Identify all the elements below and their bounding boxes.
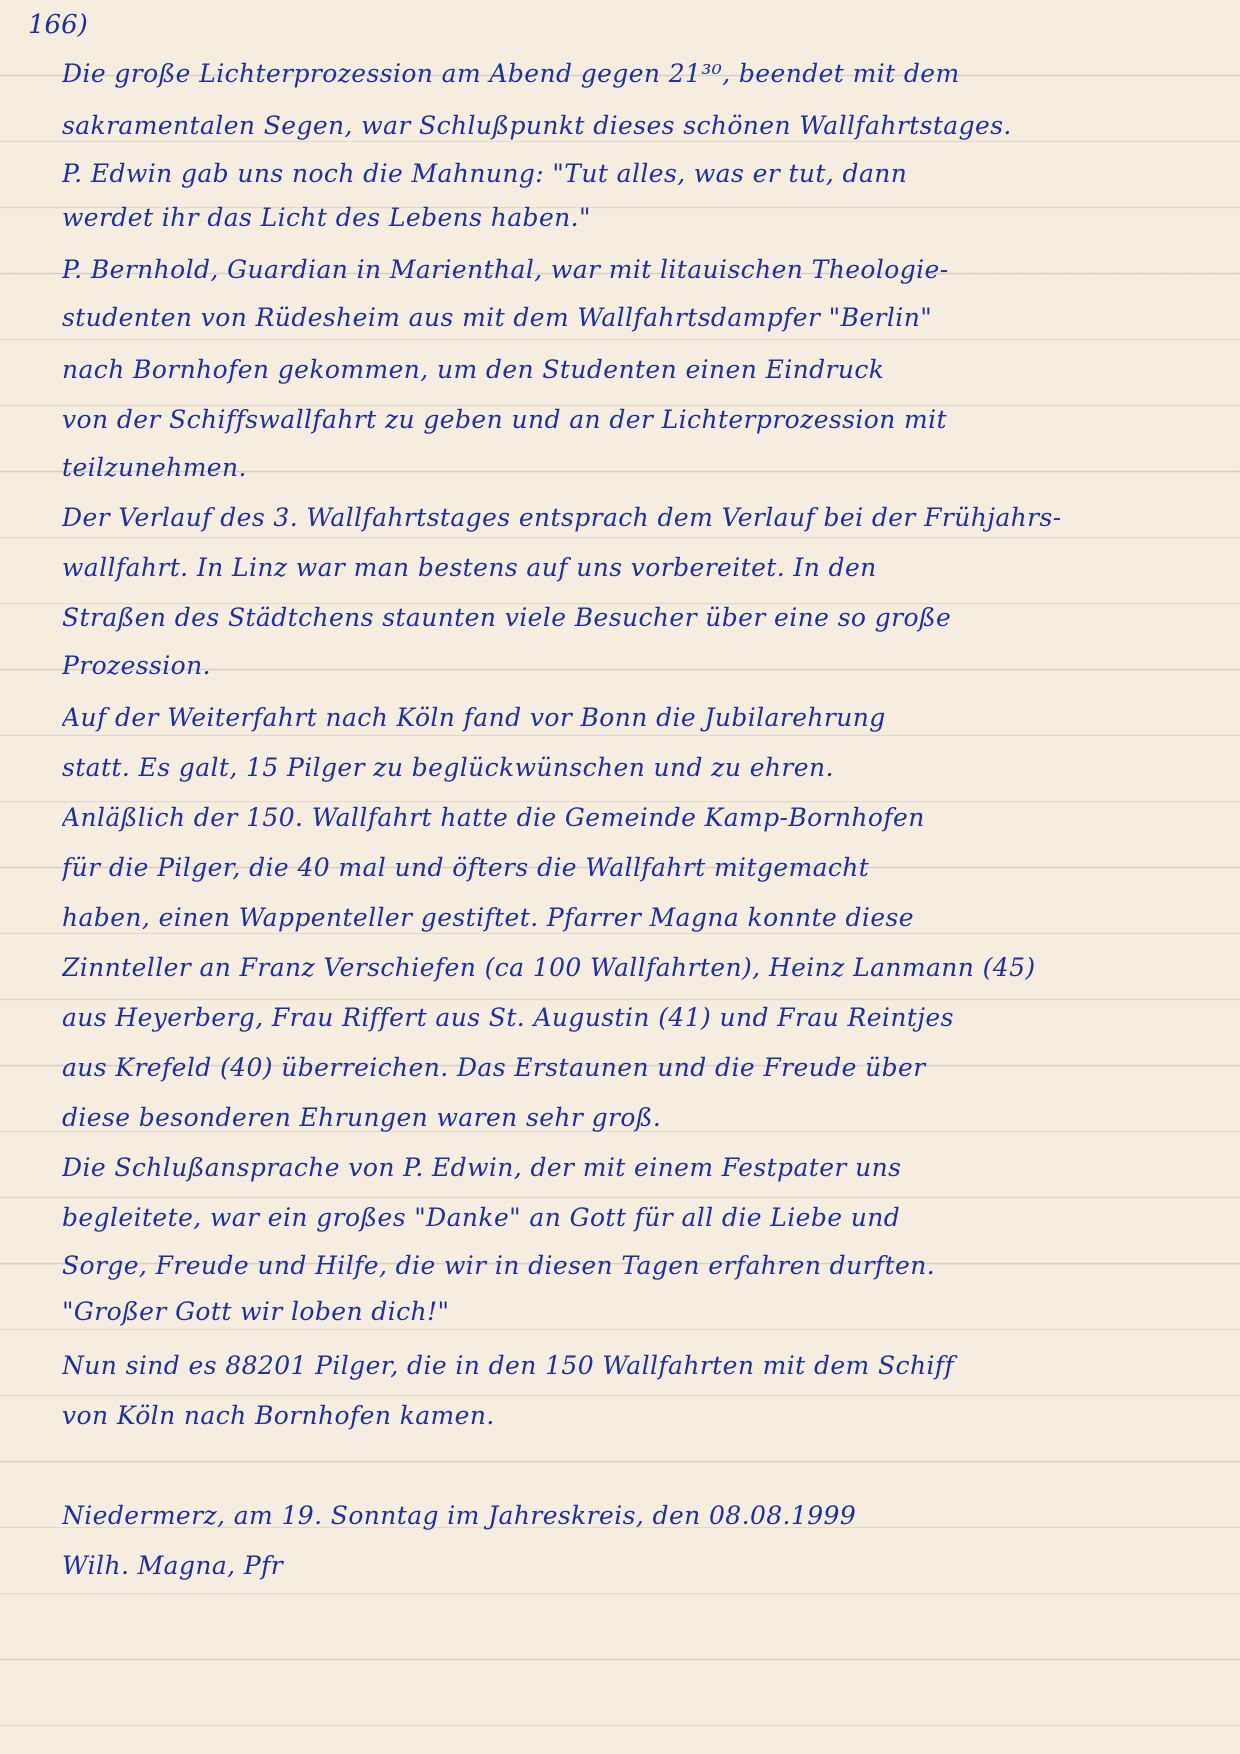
text-line: Die Schlußansprache von P. Edwin, der mit einem Festpater uns: [62, 1153, 902, 1182]
text-line: aus Krefeld (40) überreichen. Das Erstaunen und die Freude über: [62, 1053, 926, 1082]
text-line: studenten von Rüdesheim aus mit dem Wallfahrtsdampfer "Berlin": [62, 303, 933, 332]
text-line: begleitete, war ein großes "Danke" an Gott für all die Liebe und: [62, 1203, 901, 1232]
text-line: von Köln nach Bornhofen kamen.: [62, 1401, 495, 1430]
text-line: Straßen des Städtchens staunten viele Besucher über eine so große: [62, 603, 952, 632]
text-line: statt. Es galt, 15 Pilger zu beglückwünschen und zu ehren.: [62, 753, 834, 782]
text-line: von der Schiffswallfahrt zu geben und an der Lichterprozession mit: [62, 405, 948, 434]
text-line: Anläßlich der 150. Wallfahrt hatte die Gemeinde Kamp-Bornhofen: [62, 803, 925, 832]
text-line: P. Edwin gab uns noch die Mahnung: "Tut alles, was er tut, dann: [62, 159, 908, 188]
text-line: teilzunehmen.: [62, 453, 247, 482]
text-line: Die große Lichterprozession am Abend gegen 21³⁰, beendet mit dem: [62, 59, 960, 88]
text-line: "Großer Gott wir loben dich!": [62, 1297, 450, 1326]
closing-line: Niedermerz, am 19. Sonntag im Jahreskreis, den 08.08.1999: [62, 1501, 857, 1530]
signature: Wilh. Magna, Pfr: [62, 1551, 284, 1580]
text-line: aus Heyerberg, Frau Riffert aus St. Augustin (41) und Frau Reintjes: [62, 1003, 954, 1032]
text-line: für die Pilger, die 40 mal und öfters die Wallfahrt mitgemacht: [62, 853, 870, 882]
text-line: Nun sind es 88201 Pilger, die in den 150 Wallfahrten mit dem Schiff: [62, 1351, 955, 1380]
text-line: Auf der Weiterfahrt nach Köln fand vor Bonn die Jubilarehrung: [62, 703, 886, 732]
text-line: Sorge, Freude und Hilfe, die wir in diesen Tagen erfahren durften.: [62, 1251, 936, 1280]
text-line: wallfahrt. In Linz war man bestens auf uns vorbereitet. In den: [62, 553, 877, 582]
text-line: P. Bernhold, Guardian in Marienthal, war mit litauischen Theologie-: [62, 255, 949, 284]
text-line: haben, einen Wappenteller gestiftet. Pfarrer Magna konnte diese: [62, 903, 914, 932]
text-line: Der Verlauf des 3. Wallfahrtstages entsprach dem Verlauf bei der Frühjahrs-: [62, 503, 1062, 532]
text-line: Zinnteller an Franz Verschiefen (ca 100 Wallfahrten), Heinz Lanmann (45): [62, 953, 1036, 982]
text-line: Prozession.: [62, 651, 211, 680]
text-line: nach Bornhofen gekommen, um den Studenten einen Eindruck: [62, 355, 885, 384]
text-line: sakramentalen Segen, war Schlußpunkt dieses schönen Wallfahrtstages.: [62, 111, 1012, 140]
text-line: werdet ihr das Licht des Lebens haben.": [62, 203, 591, 232]
text-line: diese besonderen Ehrungen waren sehr groß.: [62, 1103, 662, 1132]
page-number: 166): [28, 10, 88, 40]
